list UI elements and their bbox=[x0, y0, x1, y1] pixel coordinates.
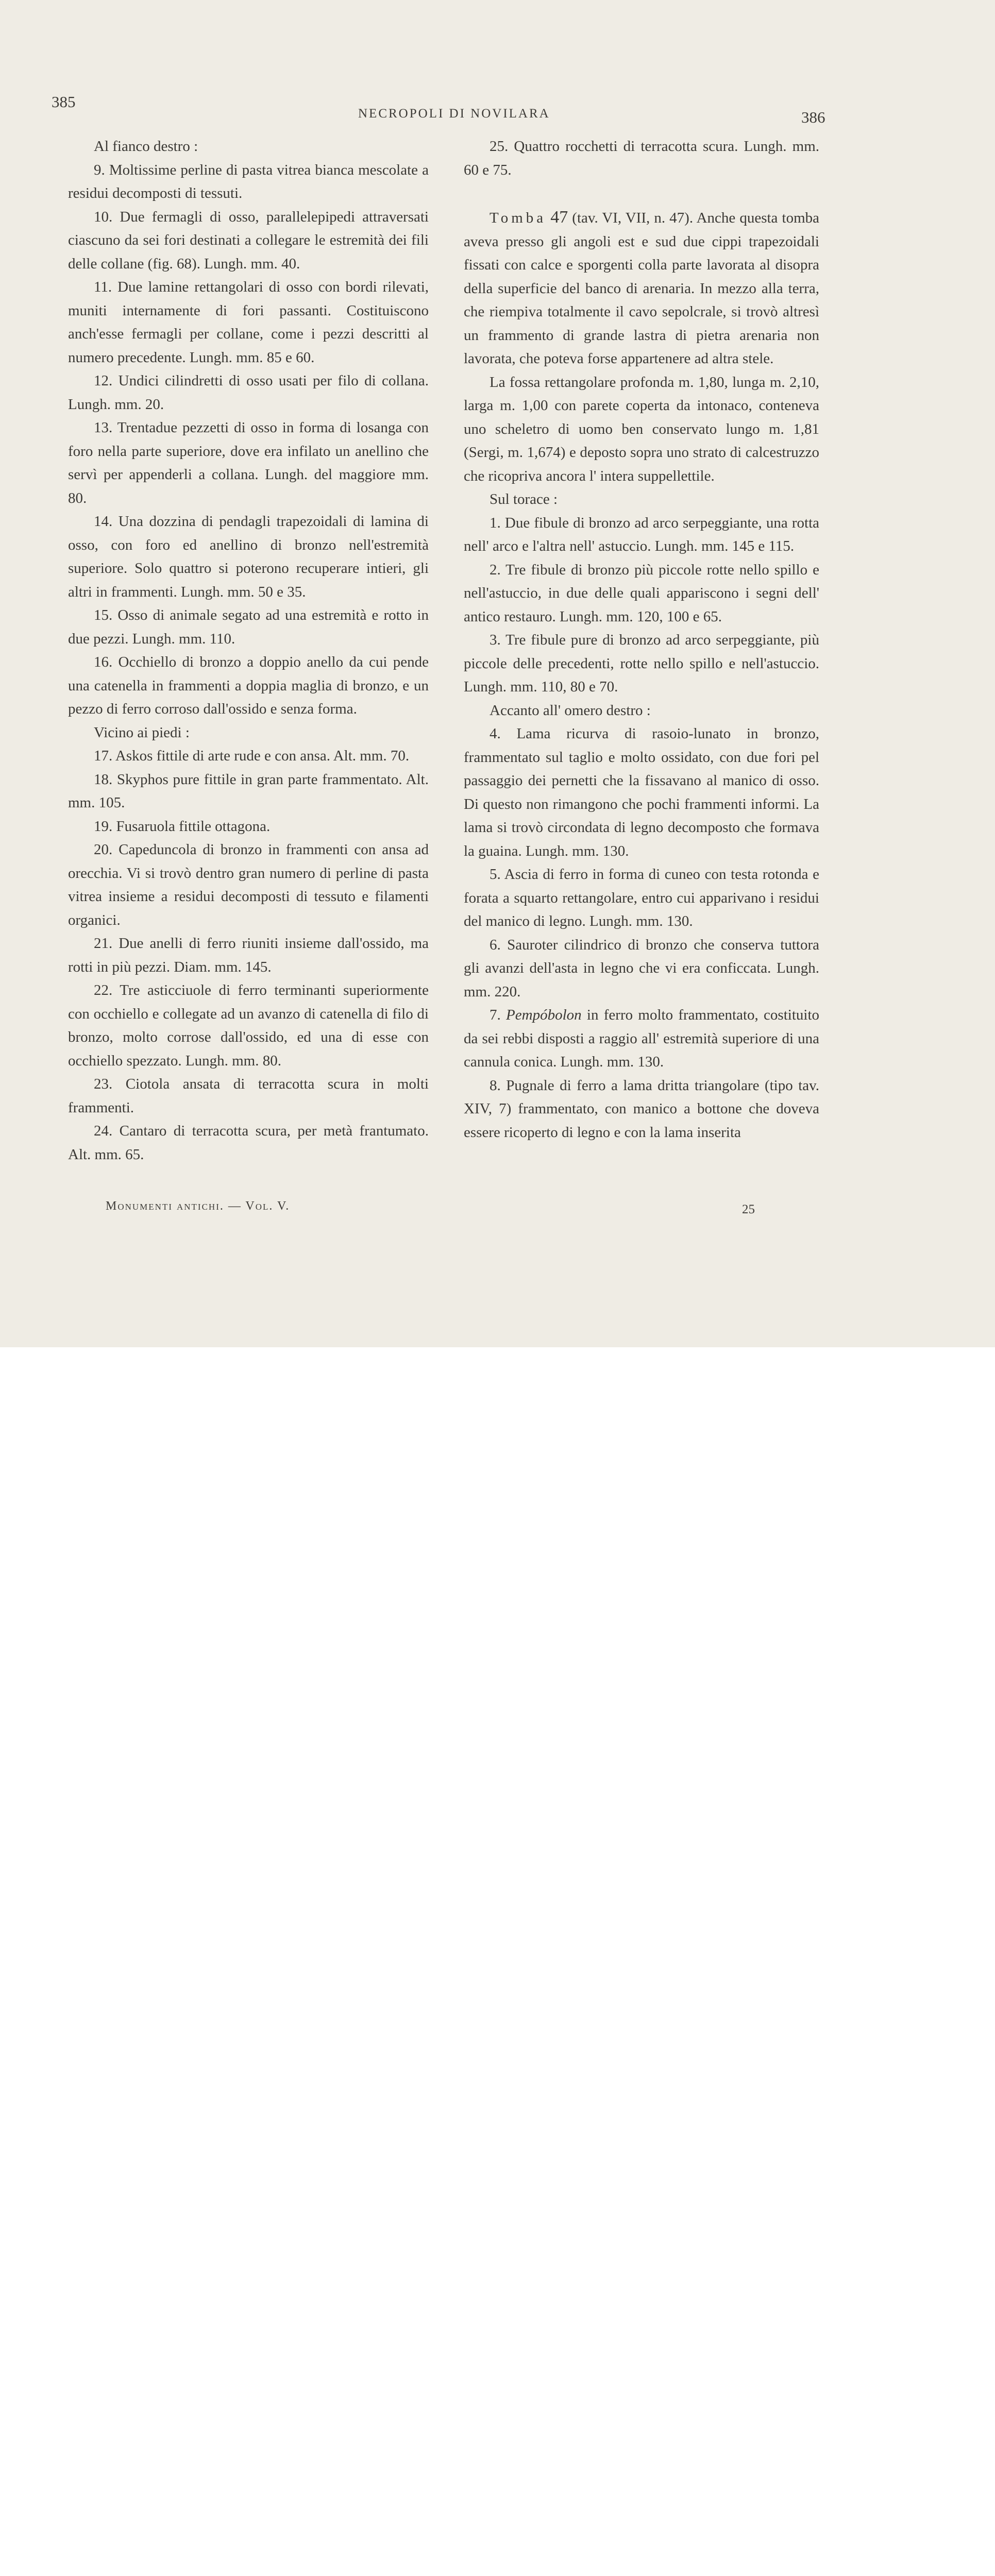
item-number: 7. bbox=[490, 1007, 501, 1023]
paragraph: Sul torace : bbox=[490, 491, 558, 507]
paragraph: 12. Undici cilindretti di osso usati per filo di collana. Lungh. mm. 20. bbox=[68, 372, 429, 413]
paragraph: 3. Tre fibule pure di bronzo ad arco serpeggiante, più piccole delle precedenti, rotte nello spillo e nell'astuccio. Lungh. mm. 110, 80 e 70. bbox=[464, 632, 819, 695]
paragraph: 11. Due lamine rettangolari di osso con bordi rilevati, muniti internamente di fori passanti. Costituiscono anch'esse fermagli per collane, come i pezzi descritti al numero precedente. Lungh. mm. 85 e 60. bbox=[68, 279, 429, 366]
paragraph: 10. Due fermagli di osso, parallelepipedi attraversati ciascuno da sei fori destinati a collegare le estremità dei fili delle collane (fig. 68). Lungh. mm. 40. bbox=[68, 208, 429, 272]
paragraph: Vicino ai piedi : bbox=[94, 724, 190, 741]
left-column bbox=[68, 135, 429, 1166]
paragraph: 9. Moltissime perline di pasta vitrea bianca mescolate a residui decomposti di tessuti. bbox=[68, 161, 429, 201]
signature-number: 25 bbox=[742, 1202, 755, 1216]
paragraph: 8. Pugnale di ferro a lama dritta triangolare (tipo tav. XIV, 7) frammentato, con manico a bottone che doveva essere ricoperto di legno e con la lama inserita bbox=[464, 1077, 819, 1141]
paragraph: 21. Due anelli di ferro riuniti insieme dall'ossido, ma rotti in più pezzi. Diam. mm. 145. bbox=[68, 935, 429, 975]
paragraph: 24. Cantaro di terracotta scura, per metà frantumato. Alt. mm. 65. bbox=[68, 1123, 429, 1163]
paragraph: 20. Capeduncola di bronzo in frammenti con ansa ad orecchia. Vi si trovò dentro gran numero di perline di pasta vitrea insieme a residui decomposti di tessuto e filamenti organici. bbox=[68, 841, 429, 928]
paragraph: 19. Fusaruola fittile ottagona. bbox=[94, 818, 271, 835]
paragraph: Al fianco destro : bbox=[94, 138, 198, 155]
tomba-paragraph bbox=[464, 206, 819, 371]
italic-term: Pempóbolon bbox=[506, 1007, 582, 1023]
footer-title: Monumenti antichi. — Vol. V. bbox=[106, 1199, 290, 1213]
paragraph: 13. Trentadue pezzetti di osso in forma di losanga con foro nella parte superiore, dove era infilato un anellino che servì per appenderli a collana. Lungh. del maggiore mm. 80. bbox=[68, 419, 429, 506]
paragraph: La fossa rettangolare profonda m. 1,80, lunga m. 2,10, larga m. 1,00 con parete coperta da intonaco, conteneva uno scheletro di uomo ben conservato lungo m. 1,81 (Sergi, m. 1,674) e deposto sopra uno strato di calcestruzzo che ricopriva ancora l' intera suppellettile. bbox=[464, 374, 819, 484]
paragraph: 6. Sauroter cilindrico di bronzo che conserva tuttora gli avanzi dell'asta in legno che vi era conficcata. Lungh. mm. 220. bbox=[464, 936, 819, 1000]
paragraph: 18. Skyphos pure fittile in gran parte frammentato. Alt. mm. 105. bbox=[68, 771, 429, 811]
paragraph: 15. Osso di animale segato ad una estremità e rotto in due pezzi. Lungh. mm. 110. bbox=[68, 607, 429, 647]
paragraph: 4. Lama ricurva di rasoio-lunato in bronzo, frammentato sul taglio e molto ossidato, con due fori pel passaggio dei pernetti che la fissavano al manico di osso. Di questo non rimangono che pochi frammenti informi. La lama si trovò circondata di legno decomposto che formava la guaina. Lungh. mm. 130. bbox=[464, 725, 819, 859]
page-number-right: 386 bbox=[801, 108, 825, 126]
paragraph: 17. Askos fittile di arte rude e con ansa. Alt. mm. 70. bbox=[94, 748, 410, 764]
paragraph: 14. Una dozzina di pendagli trapezoidali di lamina di osso, con foro ed anellino di bronzo nell'estremità superiore. Solo quattro si poterono recuperare intieri, gli altri in frammenti. Lungh. mm. 50 e 35. bbox=[68, 513, 429, 600]
page-number-left: 385 bbox=[52, 93, 76, 111]
paragraph: 16. Occhiello di bronzo a doppio anello da cui pende una catenella in frammenti a doppia maglia di bronzo, e un pezzo di ferro corroso dall'ossido e senza forma. bbox=[68, 654, 429, 717]
paragraph: 22. Tre asticciuole di ferro terminanti superiormente con occhiello e collegate ad un avanzo di catenella di filo di bronzo, molto corrose dall'ossido, ed una di esse con occhiello spezzato. Lungh. mm. 80. bbox=[68, 982, 429, 1069]
viewer-bottom-bar bbox=[0, 1347, 995, 1419]
paragraph: 23. Ciotola ansata di terracotta scura in molti frammenti. bbox=[68, 1076, 429, 1116]
tomba-word: Tomba bbox=[490, 210, 547, 226]
paragraph: 25. Quattro rocchetti di terracotta scura. Lungh. mm. 60 e 75. bbox=[464, 138, 819, 178]
paragraph: Accanto all' omero destro : bbox=[490, 702, 651, 719]
paragraph: 1. Due fibule di bronzo ad arco serpeggiante, una rotta nell' arco e l'altra nell' astuccio. Lungh. mm. 145 e 115. bbox=[464, 514, 819, 554]
tomba-text: (tav. VI, VII, n. 47). Anche questa tomba aveva presso gli angoli est e sud due cippi trapezoidali fissati con calce e sporgenti colla parte lavorata al disopra della superficie del banco di arenaria. In mezzo alla terra, che riempiva totalmente il cavo sepolcrale, si trovò altresì un frammento di grande lastra di pietra arenaria non lavorata, che poteva forse appartenere ad altra stele. bbox=[464, 210, 820, 367]
paragraph: 5. Ascia di ferro in forma di cuneo con testa rotonda e forata a squarto rettangolare, entro cui apparivano i residui del manico di legno. Lungh. mm. 130. bbox=[464, 866, 819, 929]
tomba-number: 47 bbox=[550, 208, 568, 227]
right-column bbox=[464, 135, 819, 1144]
paragraph: 2. Tre fibule di bronzo più piccole rotte nello spillo e nell'astuccio, in due delle quali appariscono i segni dell' antico restauro. Lungh. mm. 120, 100 e 65. bbox=[464, 561, 819, 625]
item-text: in ferro molto frammentato, costituito da sei rebbi disposti a raggio all' estremità superiore di una cannula conica. Lungh. mm. 130. bbox=[464, 1007, 819, 1070]
paragraph bbox=[464, 1004, 819, 1074]
running-head: NECROPOLI DI NOVILARA bbox=[358, 107, 550, 121]
